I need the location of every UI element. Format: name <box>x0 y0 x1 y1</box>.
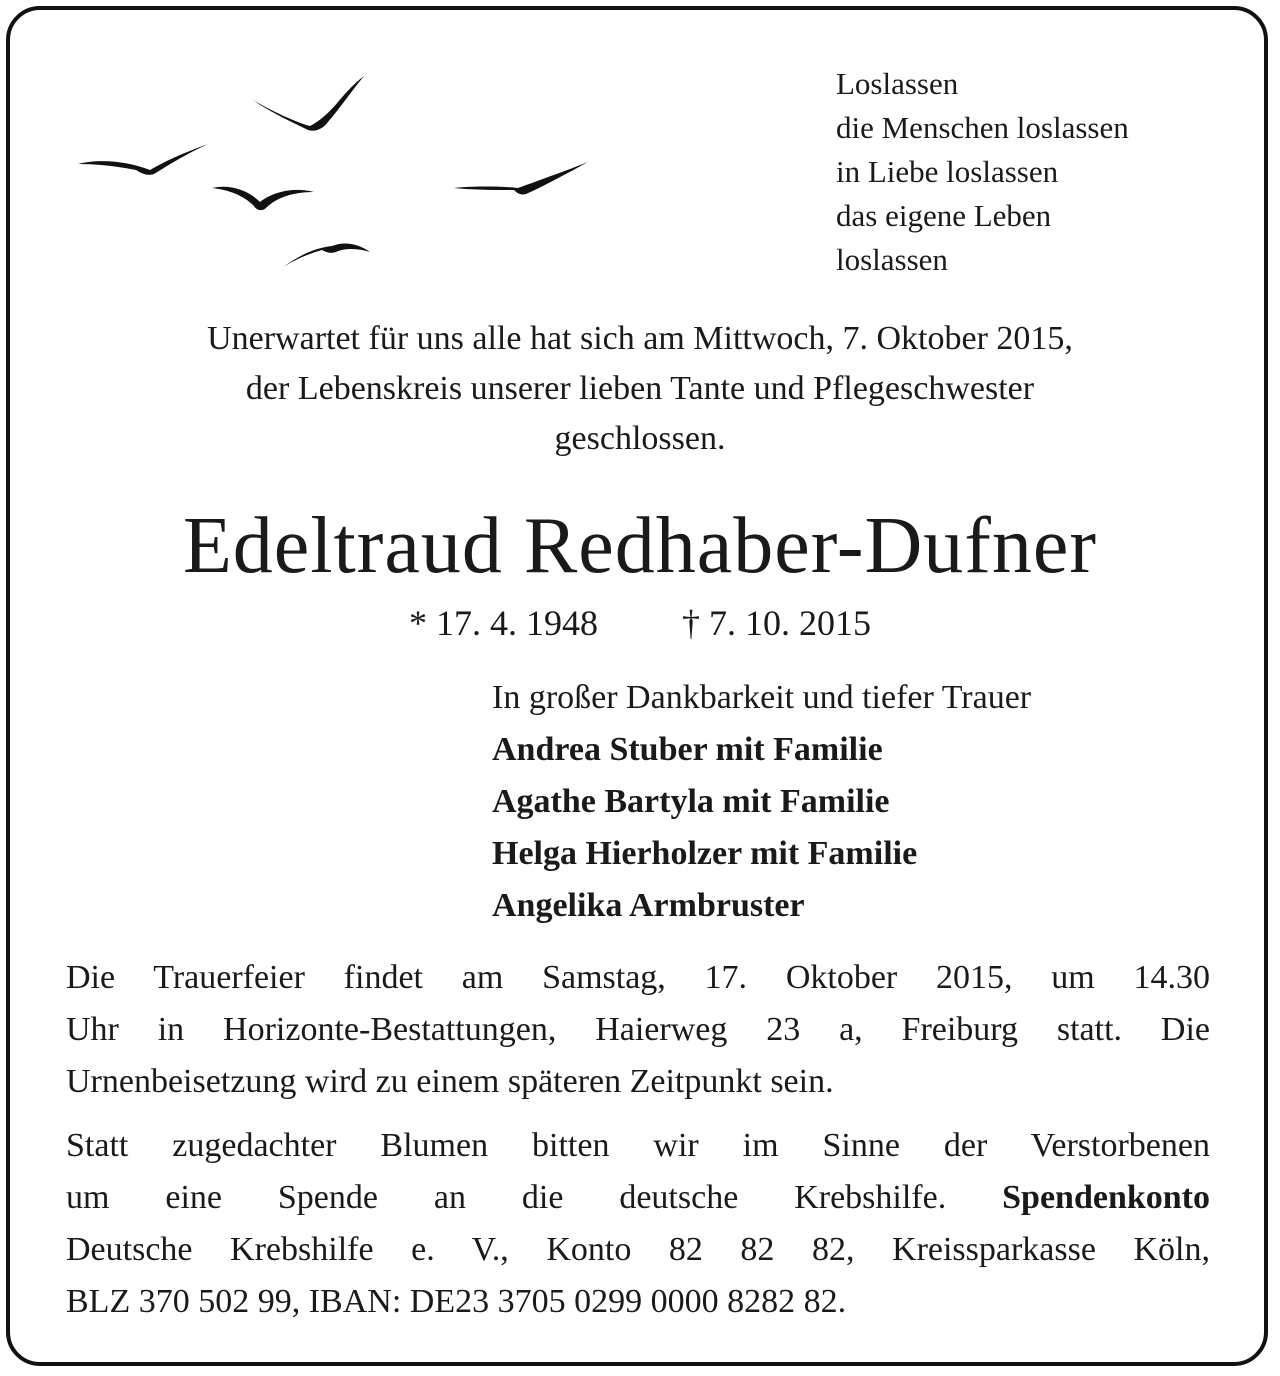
mourner-name: Helga Hierholzer mit Familie <box>492 835 918 872</box>
intro-line: geschlossen. <box>554 420 726 457</box>
poem-line: in Liebe loslassen <box>836 154 1059 189</box>
donation-line: Deutsche Krebshilfe e. V., Konto 82 82 82, Kreissparkasse Köln, <box>66 1231 1210 1268</box>
intro-line: Unerwartet für uns alle hat sich am Mittwoch, 7. Oktober 2015, <box>207 320 1073 357</box>
birth-date: * 17. 4. 1948 <box>409 603 598 643</box>
poem-line: die Menschen loslassen <box>836 110 1129 145</box>
deceased-name: Edeltraud Redhaber-Dufner <box>182 502 1098 590</box>
mourners-block <box>492 672 1031 932</box>
intro-text <box>40 314 1240 464</box>
donation-line: Statt zugedachter Blumen bitten wir im Sinne der Verstorbenen <box>66 1127 1210 1164</box>
service-line: Die Trauerfeier findet am Samstag, 17. Oktober 2015, um 14.30 <box>66 959 1210 996</box>
poem-line: Loslassen <box>836 66 959 101</box>
mourner-name: Andrea Stuber mit Familie <box>492 731 883 768</box>
service-line: Uhr in Horizonte-Bestattungen, Haierweg 23 a, Freiburg statt. Die <box>66 1011 1210 1048</box>
death-date: † 7. 10. 2015 <box>682 603 871 643</box>
mourners-intro: In großer Dankbarkeit und tiefer Trauer <box>492 679 1032 716</box>
service-paragraph <box>66 952 1210 1108</box>
poem-line: loslassen <box>836 242 948 277</box>
mourner-name: Agathe Bartyla mit Familie <box>492 783 890 820</box>
poem <box>836 62 1129 282</box>
birds-icon <box>70 70 610 280</box>
donation-account-label: Spendenkonto <box>1002 1179 1211 1216</box>
donation-text: um eine Spende an die deutsche Krebshilfe. <box>66 1179 947 1216</box>
service-line: Urnenbeisetzung wird zu einem späteren Zeitpunkt sein. <box>66 1063 834 1100</box>
donation-paragraph <box>66 1120 1210 1328</box>
donation-line: BLZ 370 502 99, IBAN: DE23 3705 0299 0000 8282 82. <box>66 1283 847 1320</box>
poem-line: das eigene Leben <box>836 198 1052 233</box>
mourner-name: Angelika Armbruster <box>492 887 805 924</box>
life-dates <box>40 600 1240 646</box>
intro-line: der Lebenskreis unserer lieben Tante und Pflegeschwester <box>245 370 1035 407</box>
donation-line <box>66 1172 1210 1224</box>
